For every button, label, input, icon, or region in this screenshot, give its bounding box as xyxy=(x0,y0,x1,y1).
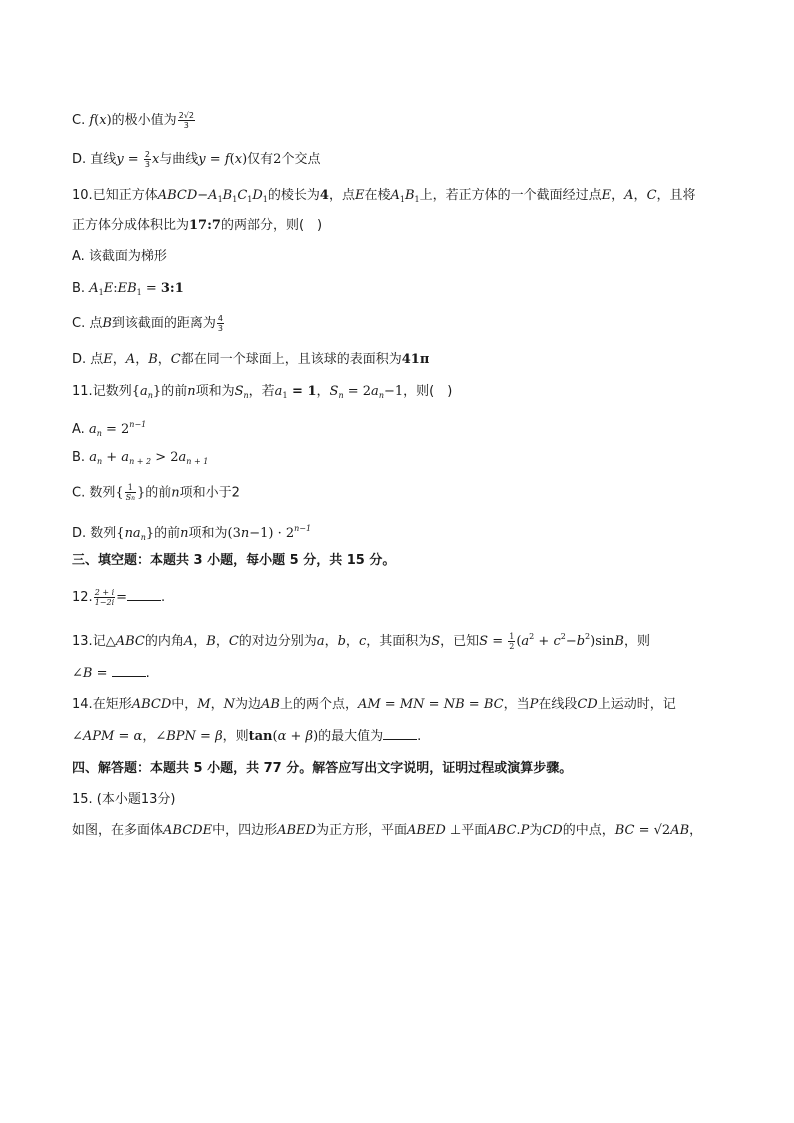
q11-option-d: D. 数列$\{na_n\}$的前n项和为$(3n-1) \cdot 2^{n-1}$ xyxy=(72,524,312,542)
answer-blank[interactable] xyxy=(127,588,161,601)
fraction: $\frac{2}{3}$ xyxy=(144,150,150,169)
q10-option-c: C. 点B到该截面的距离为 $\frac{4}{3}$ xyxy=(72,314,224,333)
question-number: 11. xyxy=(72,384,93,399)
q10-option-a: A. 该截面为梯形 xyxy=(72,249,167,264)
q10-option-b: B. $A_1E:EB_1$ = 3:1 xyxy=(72,281,184,297)
q12: 12. $\frac{2 + i}{1-2i}$ = . xyxy=(72,588,166,607)
question-number: 10. xyxy=(72,188,93,203)
question-number: 13. xyxy=(72,634,93,649)
q9-option-c: C. f(x)的极小值为 $\frac{2√2}{3}$ xyxy=(72,111,194,130)
q15-stem: 如图，在多面体ABCDE中，四边形ABED为正方形，平面ABED ⊥平面ABC.P为CD的中点，BC = √2AB， xyxy=(72,823,703,838)
fraction: $\frac{2 + i}{1-2i}$ xyxy=(94,588,115,607)
fraction: $\frac{1}{Sn}$ xyxy=(125,483,135,502)
fraction: $\frac{1}{2}$ xyxy=(509,632,515,651)
fraction: $\frac{4}{3}$ xyxy=(217,314,224,333)
q11-stem: 11.记数列$\{a_n\}$的前n项和为$S_n$，若$a_1 = 1$，$S_n = 2a_n-1$，则( ) xyxy=(72,384,453,400)
q14-line2: ∠APM = α，∠BPN = β，则tan(α + β)的最大值为 . xyxy=(72,729,422,744)
fraction: $\frac{2√2}{3}$ xyxy=(178,111,194,130)
q13-line2: ∠B = . xyxy=(72,666,150,681)
section-fill-blank-title: 三、填空题：本题共 3 小题，每小题 5 分，共 15 分。 xyxy=(72,553,396,568)
q14-line1: 14.在矩形ABCD中，M，N为边AB上的两个点，AM = MN = NB = BC，当P在线段CD上运动时，记 xyxy=(72,697,676,712)
answer-blank[interactable] xyxy=(112,664,146,677)
answer-blank[interactable] xyxy=(383,727,417,740)
option-label: D. xyxy=(72,152,87,167)
q10-option-d: D. 点E，A，B，C都在同一个球面上，且该球的表面积为41π xyxy=(72,352,430,367)
question-number: 12. xyxy=(72,590,93,605)
q11-option-c: C. 数列{ $\frac{1}{Sn}$ }的前n项和小于2 xyxy=(72,483,240,502)
q11-option-a: A. $a_n = 2^{n-1}$ xyxy=(72,420,147,438)
q10-stem-line2: 正方体分成体积比为17:7的两部分，则( ) xyxy=(72,218,323,233)
option-label: C. xyxy=(72,113,86,128)
q10-stem-line1: 10.已知正方体$ABCD-A_1B_1C_1D_1$的棱长为4，点E在棱$A_1B_1$上，若正方体的一个截面经过点E，A，C，且将 xyxy=(72,188,696,204)
q13-line1: 13.记△ABC的内角A，B，C的对边分别为a，b，c，其面积为S，已知S = $\frac{1}{2}$ $(a^2 + c^2-b^2)\sin B$，则 xyxy=(72,632,650,651)
q15-header: 15. (本小题13分) xyxy=(72,792,176,807)
question-number: 14. xyxy=(72,697,93,712)
option-label: B. xyxy=(72,281,86,296)
q11-option-b: B. $a_n + a_{n + 2} > 2a_{n + 1}$ xyxy=(72,450,209,466)
section-solution-title: 四、解答题：本题共 5 小题，共 77 分。解答应写出文字说明，证明过程或演算步骤。 xyxy=(72,761,573,776)
q9-option-d: D. 直线y = $\frac{2}{3}$ x与曲线y = f(x)仅有2个交点 xyxy=(72,150,321,169)
